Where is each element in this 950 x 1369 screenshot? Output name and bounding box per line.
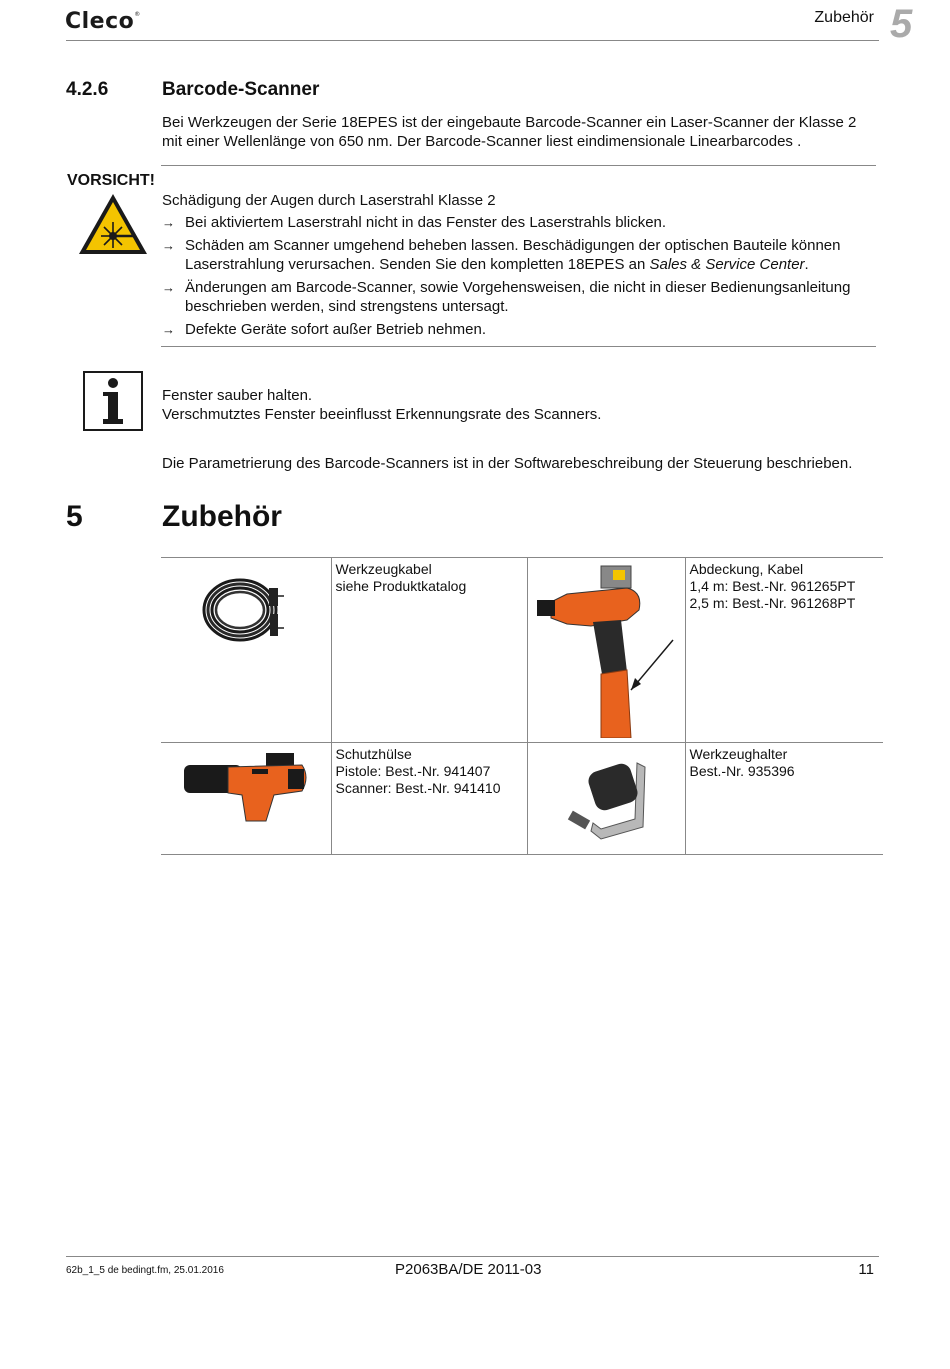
- arrow-icon: →: [162, 215, 175, 230]
- section-title: Barcode-Scanner: [162, 79, 320, 100]
- table-cell-text: Werkzeughalter Best.-Nr. 935396: [685, 743, 883, 855]
- arrow-icon: →: [162, 238, 175, 253]
- table-cell-image: [161, 558, 331, 743]
- tool-holder-icon: [528, 743, 685, 847]
- tool-with-cable-cover-icon: [528, 558, 685, 742]
- caution-item: → Schäden am Scanner umgehend beheben lassen. Beschädigungen der optischen Bauteile können Laserstrahlung verursachen. Senden Sie den kompletten 18EPES an Sales & Service Center.: [162, 237, 841, 273]
- cleco-logo: Cleco®: [65, 9, 141, 34]
- table-cell-text: Werkzeugkabel siehe Produktkatalog: [331, 558, 527, 743]
- header-rule: [66, 40, 879, 41]
- arrow-icon: →: [162, 280, 175, 295]
- footer-document-id: P2063BA/DE 2011-03: [395, 1261, 542, 1278]
- arrow-icon: →: [162, 322, 175, 337]
- tool-protective-sleeve-icon: [161, 743, 331, 829]
- info-icon: [83, 371, 141, 429]
- footer-rule: [66, 1256, 879, 1257]
- table-cell-image: [527, 558, 685, 743]
- footer-page-number: 11: [858, 1261, 874, 1278]
- caution-label: VORSICHT!: [67, 172, 155, 189]
- info-text: Fenster sauber halten. Verschmutztes Fenster beeinflusst Erkennungsrate des Scanners.: [162, 387, 602, 423]
- caution-item: → Bei aktiviertem Laserstrahl nicht in das Fenster des Laserstrahls blicken.: [162, 214, 667, 231]
- caution-item: → Änderungen am Barcode-Scanner, sowie Vorgehensweisen, die nicht in dieser Bedienungsanleitung beschrieben werden, sind strengstens untersagt.: [162, 279, 851, 315]
- intro-paragraph: Bei Werkzeugen der Serie 18EPES ist der eingebaute Barcode-Scanner ein Laser-Scanner der Klasse 2 mit einer Wellenlänge von 650 nm. Der Barcode-Scanner liest eindimensionale Linearbarcodes .: [162, 114, 857, 150]
- table-cell-text: Schutzhülse Pistole: Best.-Nr. 941407 Scanner: Best.-Nr. 941410: [331, 743, 527, 855]
- laser-warning-icon: [77, 192, 149, 256]
- cable-coil-icon: [161, 558, 331, 654]
- table-cell-image: [161, 743, 331, 855]
- caution-headline: Schädigung der Augen durch Laserstrahl Klasse 2: [162, 192, 496, 209]
- chapter-title: Zubehör: [162, 500, 282, 533]
- table-cell-text: Abdeckung, Kabel 1,4 m: Best.-Nr. 961265PT 2,5 m: Best.-Nr. 961268PT: [685, 558, 883, 743]
- caution-item: → Defekte Geräte sofort außer Betrieb nehmen.: [162, 321, 486, 338]
- footer-file-info: 62b_1_5 de bedingt.fm, 25.01.2016: [66, 1265, 224, 1276]
- table-row: [161, 743, 883, 855]
- header-section-title: Zubehör: [814, 9, 874, 26]
- service-center-link-text: Sales & Service Center: [649, 256, 805, 273]
- table-cell-image: [527, 743, 685, 855]
- caution-bottom-rule: [161, 346, 876, 347]
- chapter-number: 5: [66, 500, 83, 533]
- section-number: 4.2.6: [66, 79, 109, 100]
- parameter-note: Die Parametrierung des Barcode-Scanners ist in der Softwarebeschreibung der Steuerung beschrieben.: [162, 455, 853, 472]
- caution-top-rule: [161, 165, 876, 166]
- caution-list: [162, 213, 877, 343]
- table-row: [161, 558, 883, 743]
- header-chapter-number: 5: [890, 2, 913, 46]
- accessories-table: [161, 557, 883, 855]
